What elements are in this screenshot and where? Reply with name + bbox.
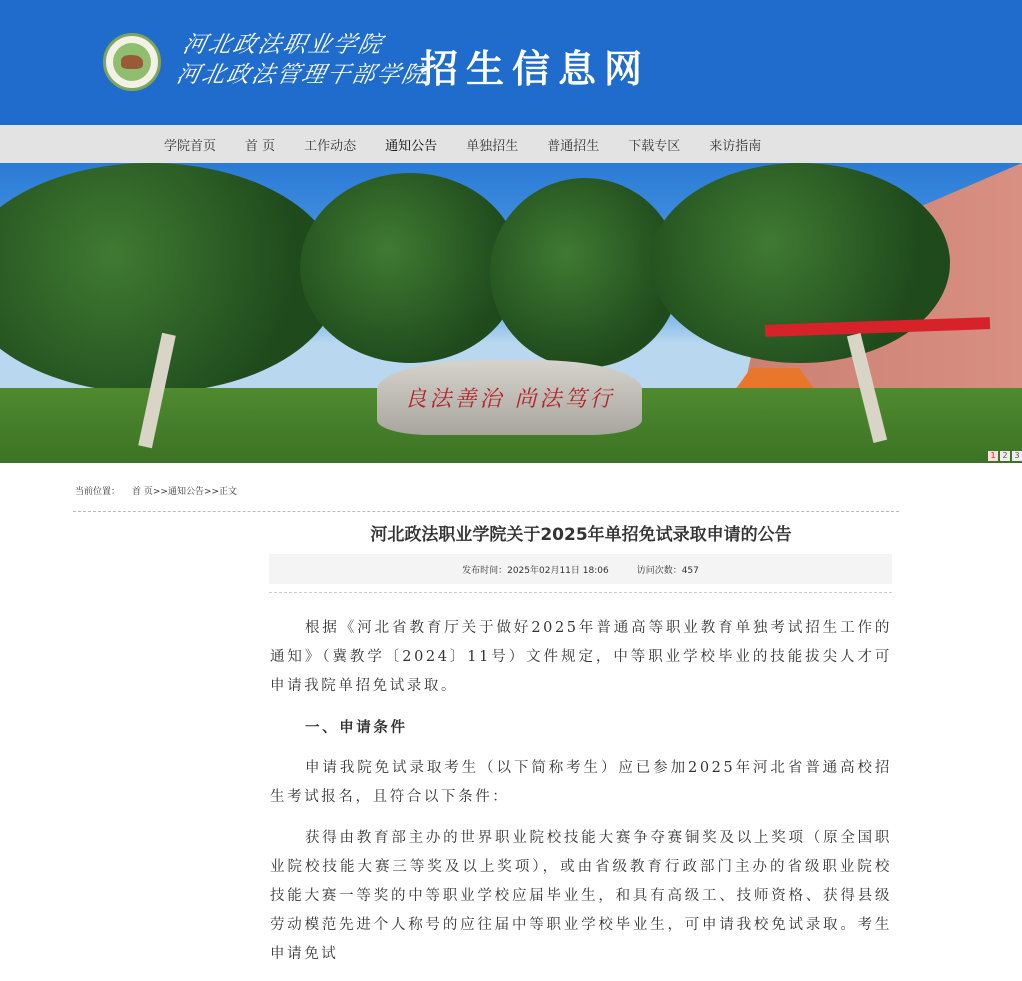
school-name-1: 河北政法职业学院 [180,32,386,58]
nav-single-enrollment[interactable]: 单独招生 [466,138,519,154]
nav-notices[interactable]: 通知公告 [385,138,438,154]
section-heading: 一、申请条件 [305,719,408,736]
site-title: 招生信息网 [420,47,651,91]
school-name-2: 河北政法管理干部学院 [174,62,430,88]
paragraph: 根据《河北省教育厅关于做好2025年普通高等职业教育单独考试招生工作的通知》（冀教学〔2024〕11号）文件规定，中等职业学校毕业的技能拔尖人才可申请我院单招免试录取。 [270,620,892,694]
stone-inscription: 良法善治 尚法笃行 [404,387,615,412]
site-header [0,0,1022,125]
banner-pager [988,451,1022,461]
nav-visit-guide[interactable]: 来访指南 [709,138,762,154]
article-title: 河北政法职业学院关于2025年单招免试录取申请的公告 [370,525,792,545]
tree-image [300,173,520,363]
publish-time: 发布时间：2025年02月11日 18:06 [462,565,609,576]
nav-general-enrollment[interactable]: 普通招生 [547,138,600,154]
article-meta [269,554,892,584]
divider [269,592,892,593]
breadcrumb [75,484,237,497]
banner-page-1[interactable]: 1 [988,451,998,461]
banner-page-3[interactable]: 3 [1012,451,1022,461]
main-nav [0,125,1022,163]
nav-downloads[interactable]: 下载专区 [628,138,681,154]
nav-college-home[interactable]: 学院首页 [164,138,217,154]
campus-banner [0,163,1022,463]
divider [73,511,899,512]
visit-count: 访问次数：457 [636,565,699,576]
nav-home[interactable]: 首 页 [245,138,276,154]
banner-page-2[interactable]: 2 [1000,451,1010,461]
paragraph: 申请我院免试录取考生（以下简称考生）应已参加2025年河北省普通高校招生考试报名，且符合以下条件： [270,760,892,805]
stone-monument [377,360,642,435]
nav-work-news[interactable]: 工作动态 [304,138,357,154]
school-name-logo [174,30,437,90]
breadcrumb-path[interactable]: 首 页>>通知公告>>正文 [132,487,238,497]
paragraph: 获得由教育部主办的世界职业院校技能大赛争夺赛铜奖及以上奖项（原全国职业院校技能大赛三等奖及以上奖项），或由省级教育行政部门主办的省级职业院校技能大赛一等奖的中等职业学校应届毕业生，和具有高级工、技师资格、获得县级劳动模范先进个人称号的应往届中等职业学校毕业生，可申请我校免试录取。考生申请免试 [270,830,892,962]
breadcrumb-label: 当前位置： [75,487,121,497]
article-body [270,614,892,981]
school-seal-logo[interactable] [103,33,161,91]
